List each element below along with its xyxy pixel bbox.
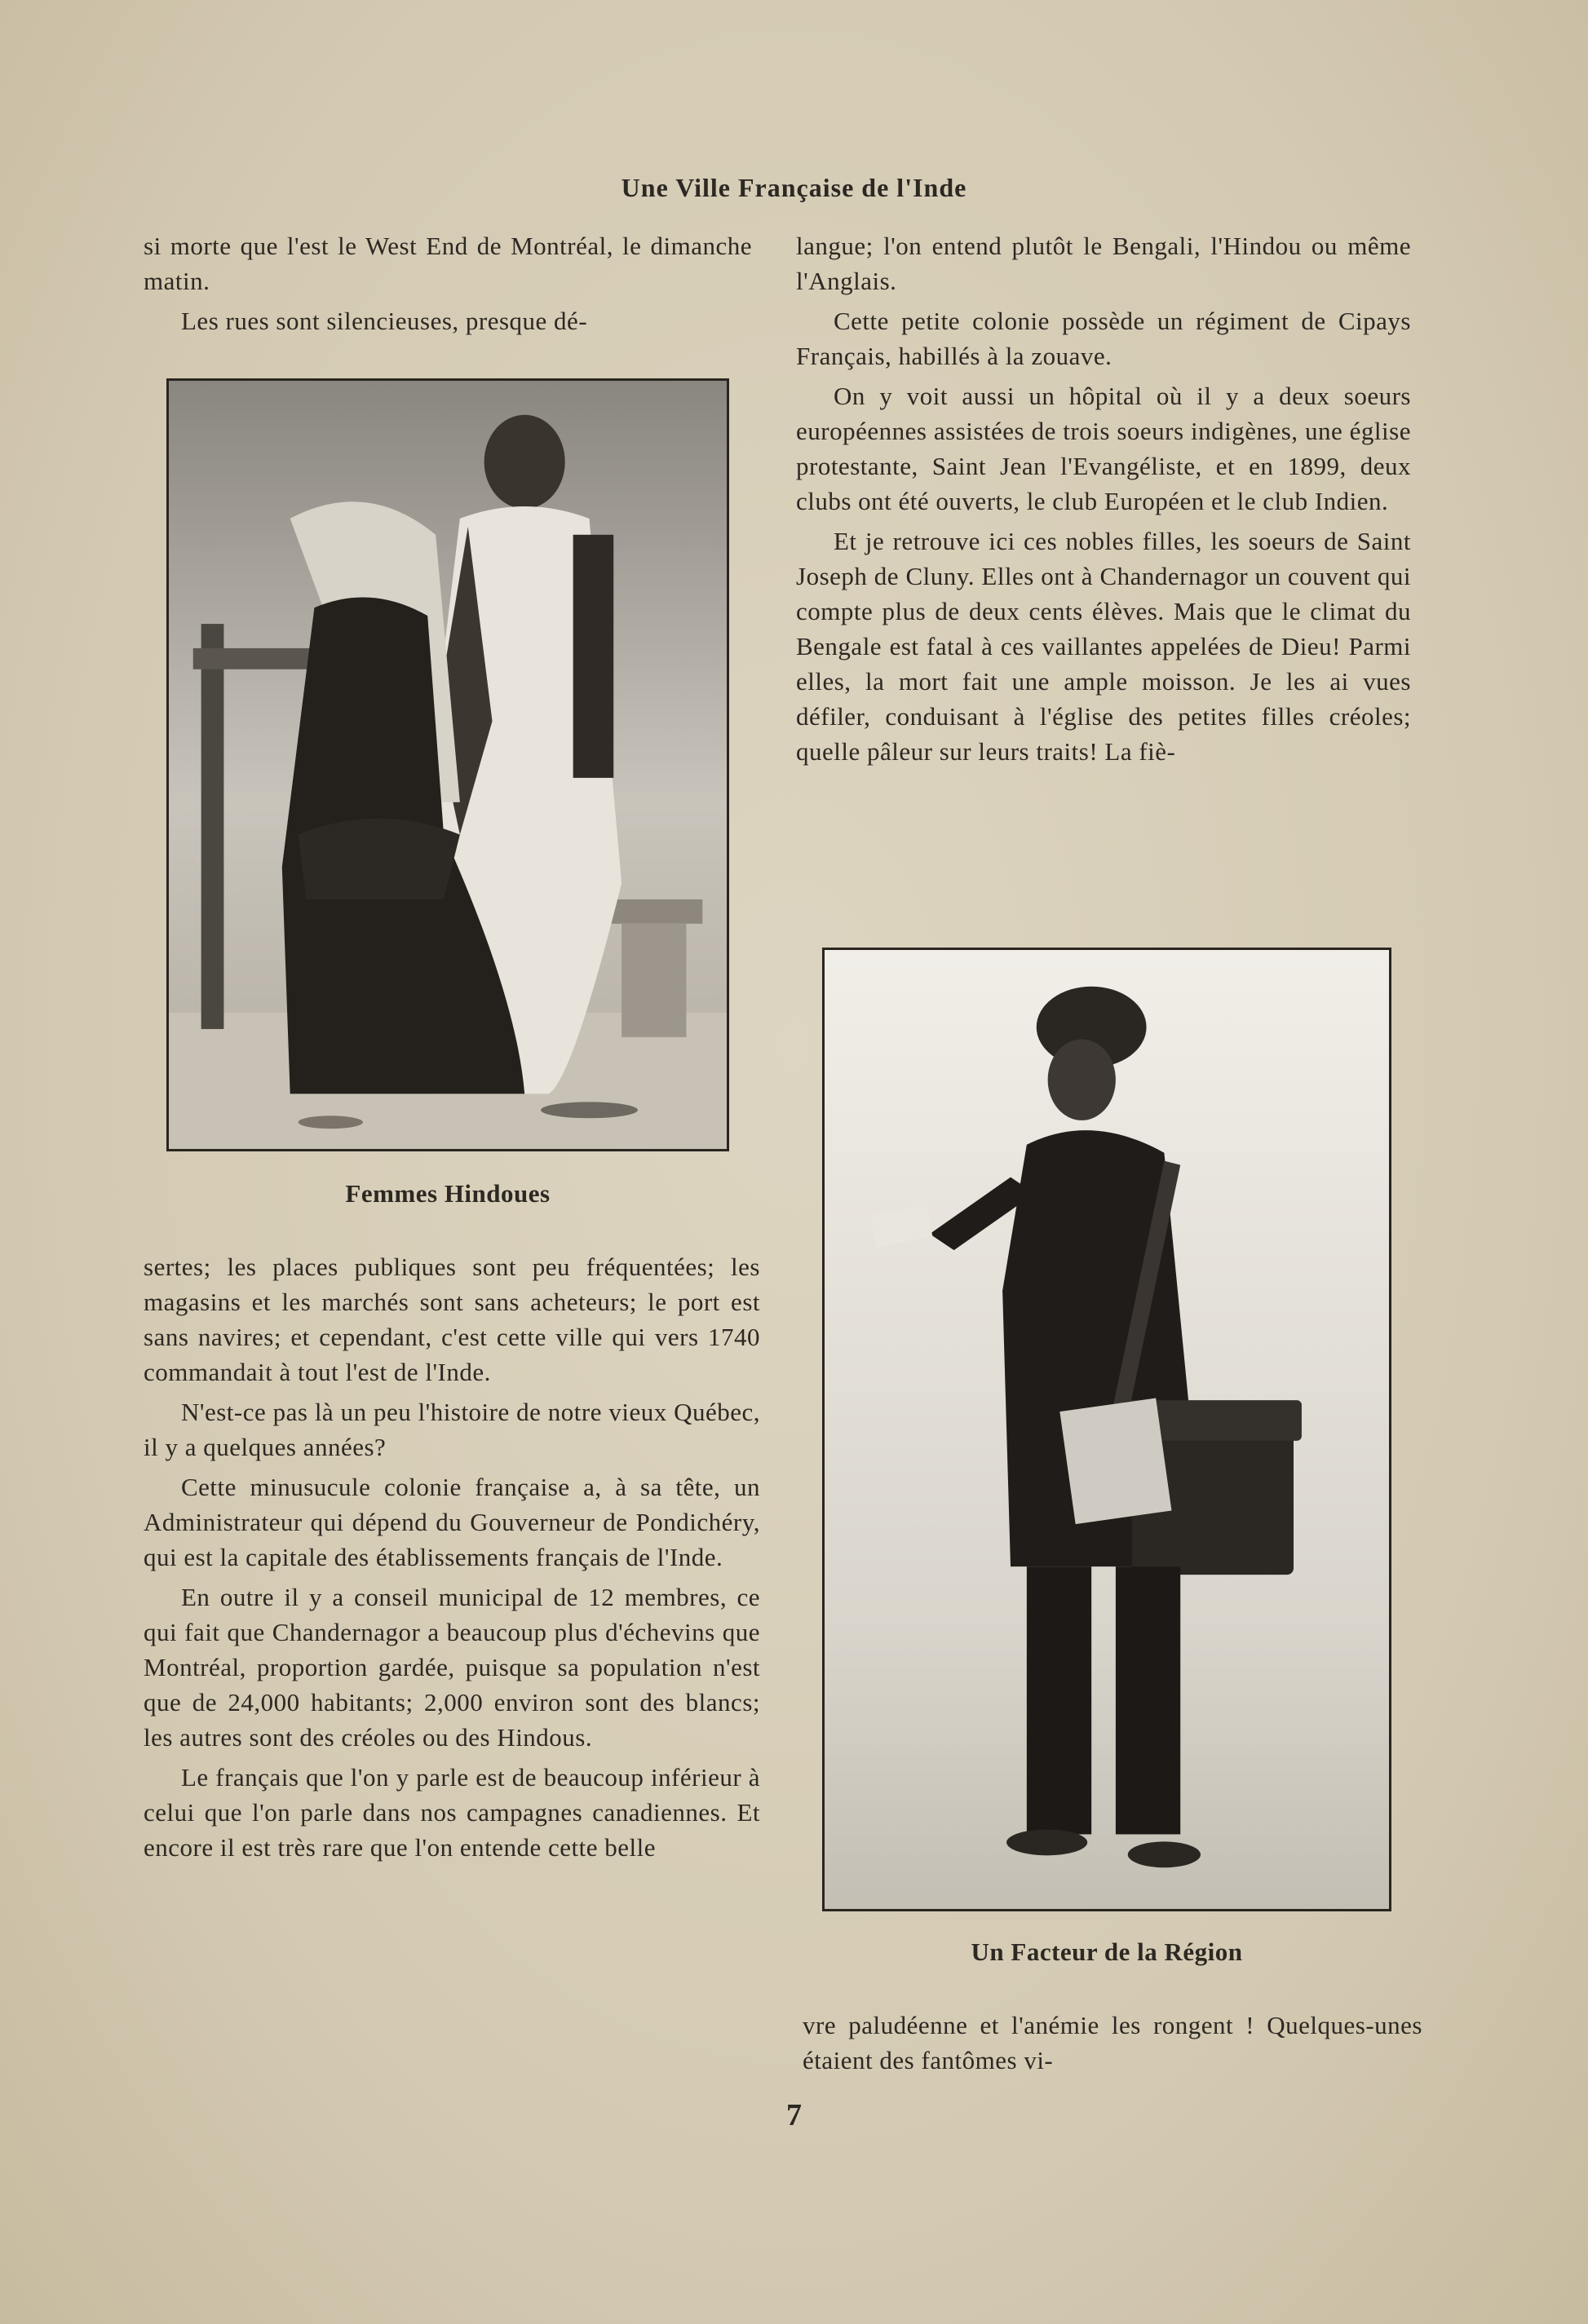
paragraph: Les rues sont silencieuses, presque dé- (181, 307, 588, 335)
photo-women-illustration (169, 381, 727, 1149)
paragraph: sertes; les places publiques sont peu fréquentées; les magasins et les marchés sont sans acheteurs; le port est sans navires; et cependant, c'est cette ville qui vers 1740 commandait à tout l'est de l'Inde. (144, 1253, 760, 1386)
right-column-bottom (803, 2008, 1422, 2083)
photo-postman (822, 948, 1391, 1911)
paragraph: Le français que l'on y parle est de beaucoup inférieur à celui que l'on parle dans nos campagnes canadiennes. Et encore il est très rare que l'on entende cette belle (144, 1763, 760, 1862)
paragraph: Cette petite colonie possède un régiment de Cipays Français, habillés à la zouave. (796, 307, 1411, 370)
paragraph: Cette minusucule colonie française a, à sa tête, un Administrateur qui dépend du Gouverneur de Pondichéry, qui est la capitale des établissements français de l'Inde. (144, 1473, 760, 1571)
left-column-top (144, 228, 752, 343)
page-number: 7 (786, 2098, 802, 2132)
paragraph: En outre il y a conseil municipal de 12 membres, ce qui fait que Chandernagor a beaucoup plus d'échevins que Montréal, proportion gardée, puisque sa population n'est que de 24,000 habitants; 2,000 environ sont des blancs; les autres sont des créoles ou des Hindous. (144, 1583, 760, 1752)
left-column-bottom (144, 1249, 760, 1870)
paragraph: On y voit aussi un hôpital où il y a deux soeurs européennes assistées de trois soeurs indigènes, une église protestante, Saint Jean l'Evangéliste, et en 1899, deux clubs ont été ouverts, le club Européen et le club Indien. (796, 382, 1411, 515)
paragraph: N'est-ce pas là un peu l'histoire de notre vieux Québec, il y a quelques années? (144, 1398, 760, 1461)
caption-women: Femmes Hindoues (345, 1179, 551, 1208)
paragraph: langue; l'on entend plutôt le Bengali, l'Hindou ou même l'Anglais. (796, 232, 1411, 295)
right-column-top (796, 228, 1411, 774)
page-title: Une Ville Française de l'Inde (621, 173, 967, 202)
paragraph: si morte que l'est le West End de Montréal, le dimanche matin. (144, 232, 752, 295)
paragraph: Et je retrouve ici ces nobles filles, les soeurs de Saint Joseph de Cluny. Elles ont à Chandernagor un couvent qui compte plus de deux cents élèves. Mais que le climat du Bengale est fatal à ces vaillantes appelées de Dieu! Parmi elles, la mort fait une ample moisson. Je les ai vues défiler, conduisant à l'église des petites filles créoles; quelle pâleur sur leurs traits! La fiè- (796, 527, 1411, 766)
photo-postman-illustration (825, 950, 1389, 1909)
photo-hindu-women (166, 378, 729, 1151)
paragraph: vre paludéenne et l'anémie les rongent ! Quelques-unes étaient des fantômes vi- (803, 2011, 1422, 2074)
caption-postman: Un Facteur de la Région (971, 1937, 1243, 1966)
